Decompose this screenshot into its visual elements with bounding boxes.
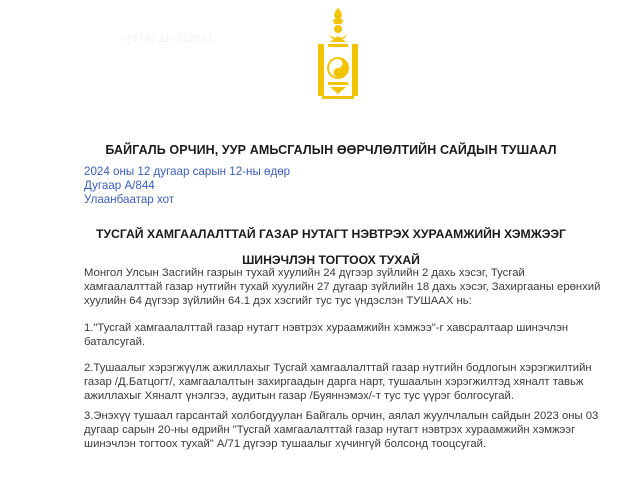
state-emblem-icon [312,6,364,106]
order-meta [84,165,290,207]
document-title: ТУСГАЙ ХАМГААЛАЛТТАЙ ГАЗАР НУТАГТ НЭВТРЭХ ХУРААМЖИЙН ХЭМЖЭЭГ ШИНЭЧЛЭН ТОГТООХ ТУХАЙ [96,227,566,267]
clause-1-paragraph: 1."Тусгай хамгаалалттай газар нутагт нэвтрэх хураамжийн хэмжээ"-г хавсралтаар шинэчлэн баталсугай. [84,322,569,349]
clause-2-paragraph: 2.Тушаалыг хэрэгжүүлж ажиллахыг Тусгай хамгаалалттай газар нутгийн бодлогын хэрэгжилтийн газар /Д.Батцогт/, хамгаалалтын захиргаадын дарга нарт, тушаалын хэрэгжилтэд хяналт тавьж ажиллахыг Хяналт үнэлгээ, аудитын газар /Буяннэмэх/-т тус тус үүрэг болгосугай. [84,362,592,403]
ministry-title: БАЙГАЛЬ ОРЧИН, УУР АМЬСГАЛЫН ӨӨРЧЛӨЛТИЙН САЙДЫН ТУШААЛ [105,143,557,157]
clause-3-paragraph: 3.Энэхүү тушаал гарсантай холбогдуулан Байгаль орчин, аялал жуулчлалын сайдын 2023 оны 03 дугаар сарын 20-ны өдрийн "Тусгай хамгаалалттай газар нутагт нэвтрэх хураамжийн хэмжээг шинэчлэн тогтоох тухай" А/71 дүгээр тушаалыг хүчингүй болсонд тооцсугай. [84,410,599,451]
phone-watermark: +(976) 11-312511 [120,33,215,45]
order-city: Улаанбаатар хот [84,193,175,206]
preamble-paragraph: Монгол Улсын Засгийн газрын тухай хуулийн 24 дүгээр зүйлийн 2 дахь хэсэг, Тусгай хамгаалалттай газар нутгийн тухай хуулийн 27 дугаар зүйлийн 18 дахь хэсэг, Захиргааны ерөнхий хуулийн 64 дүгээр зүйлийн 64.1 дэх хэсгийг тус тус үндэслэн ТУШААХ нь: [84,267,601,308]
order-date: 2024 оны 12 дугаар сарын 12-ны өдөр [84,165,291,178]
order-number: Дугаар А/844 [84,179,155,192]
